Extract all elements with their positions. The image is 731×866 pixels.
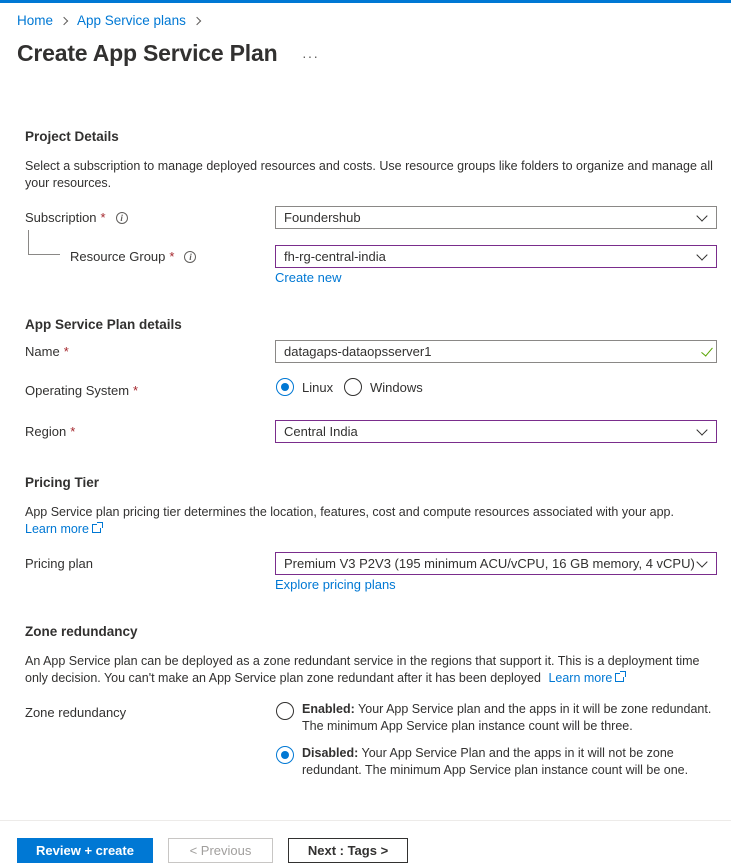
breadcrumb-app-service-plans[interactable]: App Service plans xyxy=(77,13,186,28)
pricing-tier-heading: Pricing Tier xyxy=(25,475,100,490)
info-icon[interactable]: i xyxy=(184,251,196,263)
resource-group-label: Resource Group * i xyxy=(70,249,196,264)
radio-unselected-icon xyxy=(276,702,294,720)
os-radio-linux[interactable]: Linux xyxy=(276,378,333,396)
footer-divider xyxy=(0,820,731,821)
radio-selected-icon xyxy=(276,378,294,396)
breadcrumb-home[interactable]: Home xyxy=(17,13,54,28)
pricing-learn-more-link[interactable]: Learn more xyxy=(25,522,101,536)
zone-redundancy-heading: Zone redundancy xyxy=(25,624,138,639)
region-dropdown[interactable]: Central India xyxy=(275,420,717,443)
required-marker: * xyxy=(70,424,76,439)
name-label: Name * xyxy=(25,344,69,359)
required-marker: * xyxy=(100,210,106,225)
resource-group-dropdown[interactable]: fh-rg-central-india xyxy=(275,245,717,268)
breadcrumb xyxy=(17,13,210,28)
chevron-down-icon xyxy=(696,249,707,260)
pricing-tier-description: App Service plan pricing tier determines the location, features, cost and compute resources associated with your app. Learn more xyxy=(25,505,674,536)
explore-pricing-plans-link[interactable]: Explore pricing plans xyxy=(275,577,396,592)
create-new-link[interactable]: Create new xyxy=(275,270,342,285)
external-link-icon xyxy=(615,673,624,682)
chevron-down-icon xyxy=(696,556,707,567)
tree-connector xyxy=(28,254,60,255)
subscription-label: Subscription * i xyxy=(25,210,128,225)
required-marker: * xyxy=(133,383,139,398)
os-radio-windows[interactable]: Windows xyxy=(344,378,423,396)
chevron-down-icon xyxy=(696,424,707,435)
zone-redundancy-description: An App Service plan can be deployed as a zone redundant service in the regions that support it. This is a deployment time only decision. You can't make an App Service plan zone redundant after it has been deployed Learn more xyxy=(25,654,700,685)
page-title: Create App Service Plan xyxy=(17,40,278,66)
next-tags-button[interactable]: Next : Tags > xyxy=(288,838,408,863)
pricing-plan-label: Pricing plan xyxy=(25,556,93,571)
required-marker: * xyxy=(169,249,175,264)
region-label: Region * xyxy=(25,424,76,439)
project-details-description: Select a subscription to manage deployed resources and costs. Use resource groups like folders to organize and manage all your resources. xyxy=(25,159,713,190)
zone-radio-enabled[interactable]: Enabled: Your App Service plan and the apps in it will be zone redundant. The minimum App Service plan instance count will be three. xyxy=(276,701,721,735)
chevron-right-icon xyxy=(60,16,68,24)
radio-selected-icon xyxy=(276,746,294,764)
operating-system-label: Operating System * xyxy=(25,383,139,398)
top-accent-bar xyxy=(0,0,731,3)
chevron-down-icon xyxy=(696,210,707,221)
tree-connector xyxy=(28,230,29,254)
chevron-right-icon xyxy=(193,16,201,24)
info-icon[interactable]: i xyxy=(116,212,128,224)
more-options-icon[interactable]: ··· xyxy=(302,48,319,64)
subscription-dropdown[interactable]: Foundershub xyxy=(275,206,717,229)
project-details-heading: Project Details xyxy=(25,129,119,144)
pricing-plan-dropdown[interactable]: Premium V3 P2V3 (195 minimum ACU/vCPU, 16 GB memory, 4 vCPU) xyxy=(275,552,717,575)
name-input[interactable]: datagaps-dataopsserver1 xyxy=(275,340,717,363)
checkmark-icon xyxy=(701,344,713,356)
required-marker: * xyxy=(63,344,69,359)
zone-learn-more-link[interactable]: Learn more xyxy=(548,671,624,685)
plan-details-heading: App Service Plan details xyxy=(25,317,182,332)
zone-redundancy-label: Zone redundancy xyxy=(25,705,127,720)
previous-button[interactable]: < Previous xyxy=(168,838,273,863)
review-create-button[interactable]: Review + create xyxy=(17,838,153,863)
external-link-icon xyxy=(92,524,101,533)
radio-unselected-icon xyxy=(344,378,362,396)
zone-radio-disabled[interactable]: Disabled: Your App Service Plan and the apps in it will not be zone redundant. The minimum App Service plan instance count will be one. xyxy=(276,745,721,779)
